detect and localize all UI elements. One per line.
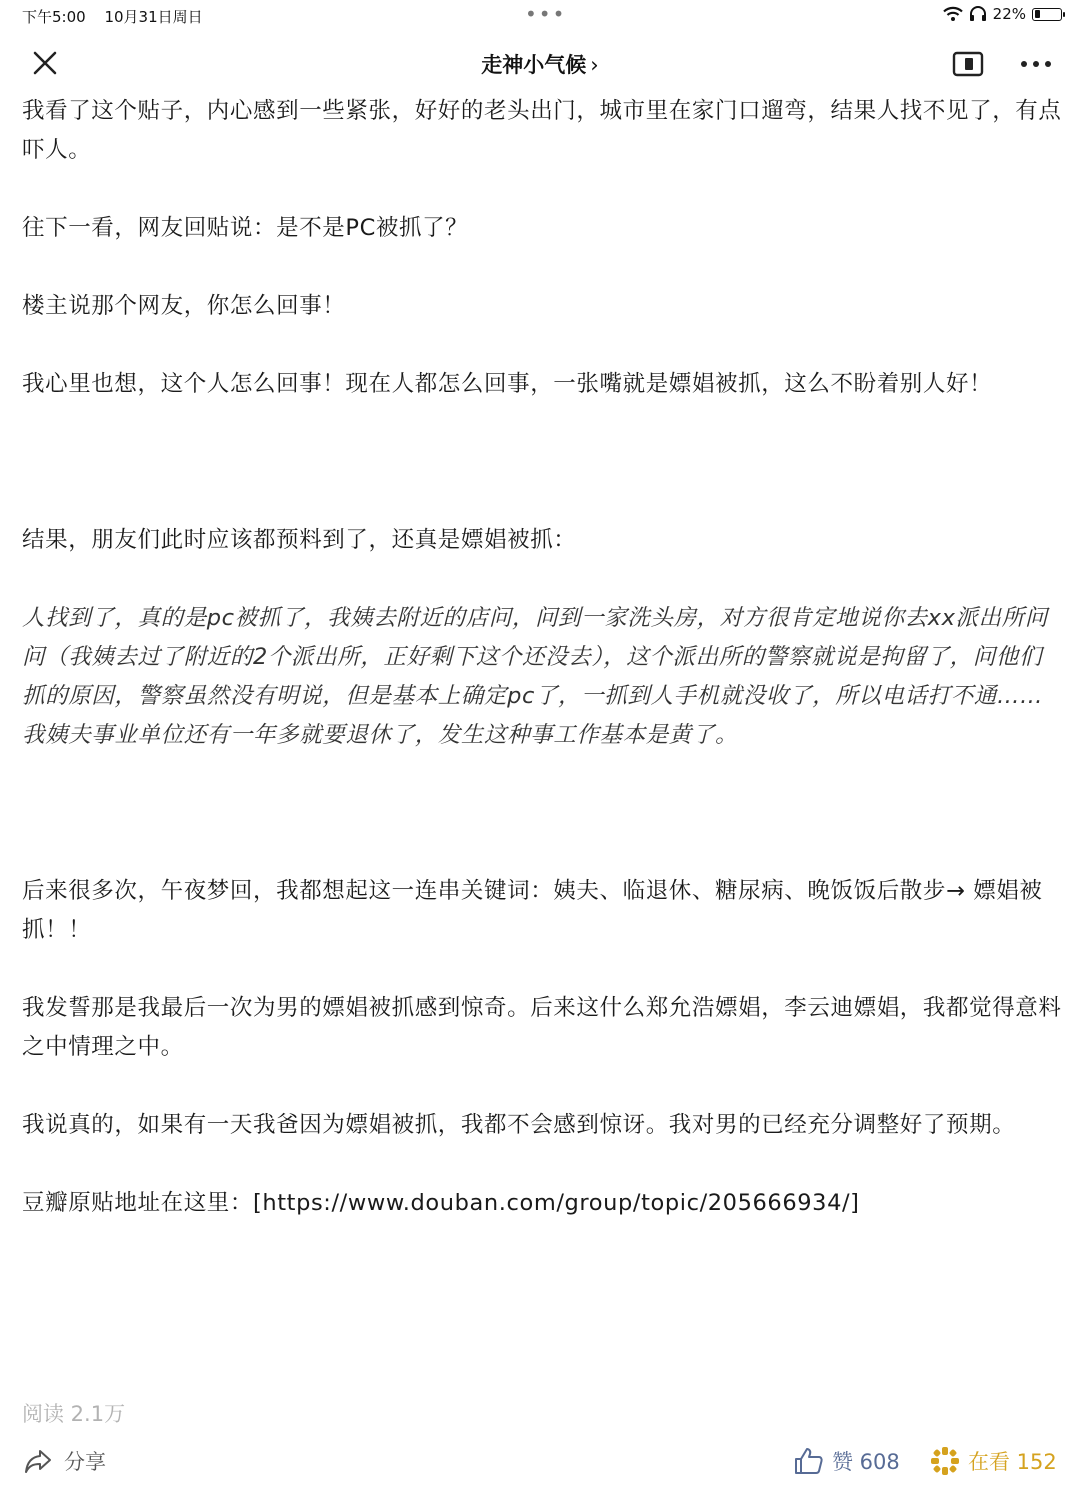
status-bar [0, 0, 1080, 32]
article-body [22, 92, 1062, 1223]
paragraph: 楼主说那个网友，你怎么回事！ [22, 293, 346, 319]
account-name: 走神小气候 [481, 53, 587, 77]
status-date: 10月31日周日 [104, 8, 203, 26]
share-icon [24, 1448, 52, 1474]
multitask-dots-icon[interactable]: ••• [525, 2, 567, 26]
account-title[interactable] [0, 49, 1080, 79]
like-button[interactable] [794, 1446, 900, 1476]
paragraph: 我看了这个贴子，内心感到一些紧张，好好的老头出门，城市里在家门口遛弯，结果人找不见了，有点吓人。 [22, 98, 1062, 163]
paragraph: 我说真的，如果有一天我爸因为嫖娼被抓，我都不会感到惊讶。我对男的已经充分调整好了预期。 [22, 1112, 1016, 1138]
paragraph: 往下一看，网友回贴说：是不是PC被抓了？ [22, 215, 469, 241]
sparkle-flower-icon [930, 1446, 960, 1476]
nav-bar [0, 34, 1080, 94]
paragraph: 后来很多次，午夜梦回，我都想起这一连串关键词：姨夫、临退休、糖尿病、晚饭饭后散步→ 嫖娼被抓！！ [22, 878, 1043, 943]
bottom-action-bar [0, 1436, 1080, 1494]
share-button[interactable] [24, 1446, 106, 1476]
quoted-paragraph: 人找到了，真的是pc被抓了，我姨去附近的店问，问到一家洗头房，对方很肯定地说你去xx派出所问问（我姨去过了附近的2个派出所，正好剩下这个还没去），这个派出所的警察就说是拘留了，问他们抓的原因，警察虽然没有明说，但是基本上确定pc了，一抓到人手机就没收了，所以电话打不通……我姨夫事业单位还有一年多就要退休了，发生这种事工作基本是黄了。 [22, 605, 1048, 748]
battery-percent: 22% [992, 5, 1026, 23]
watching-label: 在看 152 [968, 1450, 1057, 1474]
battery-fill [1035, 10, 1040, 18]
headphones-icon [969, 6, 987, 22]
paragraph-source-link[interactable]: 豆瓣原贴地址在这里：[https://www.douban.com/group/topic/205666934/] [22, 1190, 860, 1216]
chevron-right-icon: › [590, 53, 599, 77]
status-icons [943, 5, 1062, 23]
floating-window-icon[interactable] [952, 50, 984, 78]
status-time: 下午5:00 [22, 8, 86, 26]
paragraph: 我心里也想，这个人怎么回事！现在人都怎么回事，一张嘴就是嫖娼被抓，这么不盼着别人好！ [22, 371, 993, 397]
watching-button[interactable] [930, 1446, 1057, 1476]
wifi-icon [943, 6, 963, 22]
paragraph: 我发誓那是我最后一次为男的嫖娼被抓感到惊奇。后来这什么郑允浩嫖娼，李云迪嫖娼，我都觉得意料之中情理之中。 [22, 995, 1062, 1060]
thumbs-up-icon [794, 1447, 824, 1475]
share-label: 分享 [64, 1450, 106, 1474]
read-count: 阅读 2.1万 [22, 1402, 126, 1426]
like-label: 赞 608 [832, 1450, 900, 1474]
paragraph: 结果，朋友们此时应该都预料到了，还真是嫖娼被抓： [22, 527, 577, 553]
battery-icon [1032, 8, 1062, 21]
status-time-date [22, 6, 217, 27]
more-icon[interactable] [1018, 50, 1054, 78]
